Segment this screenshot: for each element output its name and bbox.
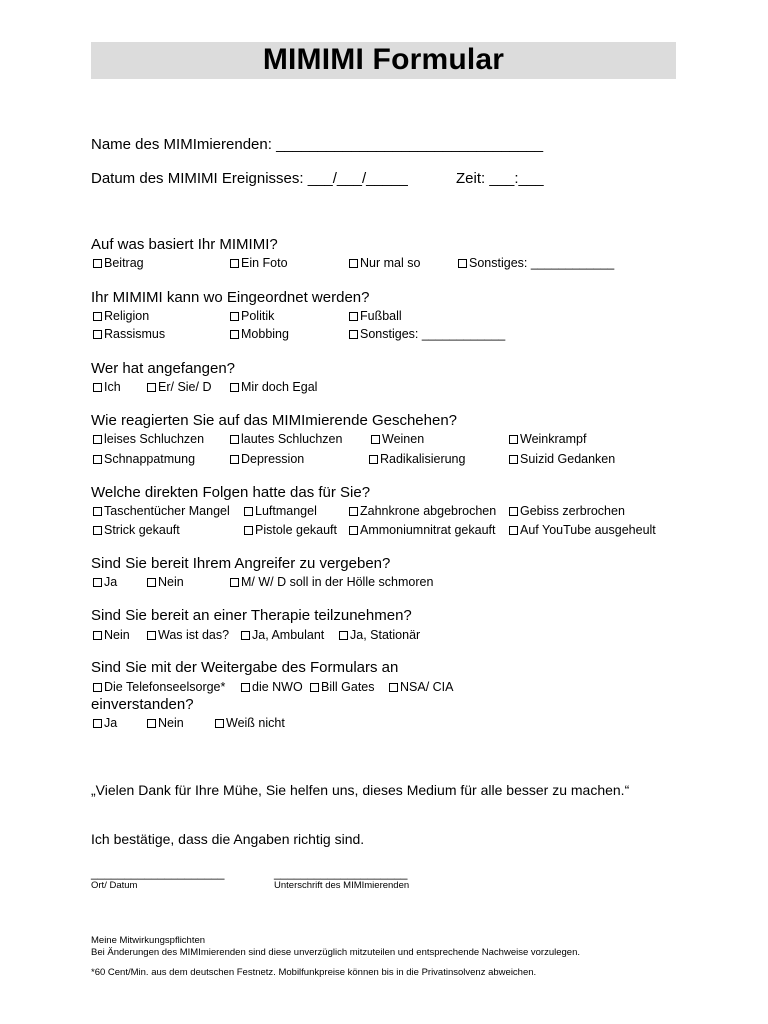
checkbox-option[interactable] bbox=[230, 452, 304, 466]
checkbox-option[interactable] bbox=[93, 432, 204, 446]
checkbox-option[interactable] bbox=[230, 256, 288, 270]
option-label: Politik bbox=[241, 309, 275, 323]
option-label: Weinkrampf bbox=[520, 432, 587, 446]
checkbox-option[interactable] bbox=[349, 327, 505, 341]
title-bar bbox=[91, 42, 676, 79]
option-label: Ja bbox=[104, 575, 118, 589]
checkbox-option[interactable] bbox=[244, 523, 337, 537]
checkbox-option[interactable] bbox=[93, 716, 117, 730]
question-3: Wer hat angefangen? bbox=[91, 360, 236, 377]
time-field bbox=[456, 170, 544, 187]
option-label: Rassismus bbox=[104, 327, 166, 341]
checkbox-icon[interactable] bbox=[93, 507, 102, 516]
question-5: Welche direkten Folgen hatte das für Sie? bbox=[91, 484, 371, 501]
checkbox-icon[interactable] bbox=[230, 435, 239, 444]
question-7: Sind Sie bereit an einer Therapie teilzunehmen? bbox=[91, 607, 412, 624]
checkbox-icon[interactable] bbox=[230, 455, 239, 464]
checkbox-icon[interactable] bbox=[230, 383, 239, 392]
checkbox-icon[interactable] bbox=[230, 312, 239, 321]
checkbox-icon[interactable] bbox=[509, 435, 518, 444]
date-blank[interactable]: ___/___/_____ bbox=[307, 170, 408, 187]
option-label: Auf YouTube ausgeheult bbox=[520, 523, 656, 537]
option-label: Strick gekauft bbox=[104, 523, 180, 537]
checkbox-icon[interactable] bbox=[244, 507, 253, 516]
footer-text: Bei Änderungen des MIMImierenden sind diese unverzüglich mitzuteilen und entsprechende Nachweise vorzulegen. bbox=[91, 947, 581, 958]
checkbox-option[interactable] bbox=[230, 327, 289, 341]
checkbox-option[interactable] bbox=[230, 432, 342, 446]
checkbox-icon[interactable] bbox=[349, 312, 358, 321]
checkbox-icon[interactable] bbox=[241, 631, 250, 640]
page-title: MIMIMI Formular bbox=[262, 43, 505, 76]
checkbox-icon[interactable] bbox=[147, 578, 156, 587]
option-label: Weinen bbox=[382, 432, 425, 446]
checkbox-icon[interactable] bbox=[310, 683, 319, 692]
checkbox-icon[interactable] bbox=[509, 455, 518, 464]
option-label: Luftmangel bbox=[255, 504, 317, 518]
checkbox-icon[interactable] bbox=[458, 259, 467, 268]
checkbox-icon[interactable] bbox=[509, 526, 518, 535]
option-label: Sonstiges: ____________ bbox=[360, 327, 506, 341]
checkbox-option[interactable] bbox=[349, 309, 402, 323]
checkbox-option[interactable] bbox=[93, 680, 225, 694]
name-label: Name des MIMImierenden: bbox=[91, 136, 272, 153]
checkbox-icon[interactable] bbox=[93, 631, 102, 640]
date-field bbox=[91, 170, 408, 187]
option-label: Depression bbox=[241, 452, 305, 466]
checkbox-option[interactable] bbox=[389, 680, 454, 694]
footnote: *60 Cent/Min. aus dem deutschen Festnetz. Mobilfunkpreise können bis in die Privatinsolvenz abweichen. bbox=[91, 967, 537, 978]
checkbox-icon[interactable] bbox=[230, 330, 239, 339]
checkbox-icon[interactable] bbox=[230, 578, 239, 587]
option-label: Suizid Gedanken bbox=[520, 452, 616, 466]
question-6: Sind Sie bereit Ihrem Angreifer zu vergeben? bbox=[91, 555, 391, 572]
option-label: Beitrag bbox=[104, 256, 144, 270]
checkbox-option[interactable] bbox=[215, 716, 285, 730]
checkbox-icon[interactable] bbox=[147, 631, 156, 640]
checkbox-icon[interactable] bbox=[93, 719, 102, 728]
checkbox-option[interactable] bbox=[371, 432, 424, 446]
checkbox-icon[interactable] bbox=[147, 383, 156, 392]
checkbox-icon[interactable] bbox=[215, 719, 224, 728]
checkbox-icon[interactable] bbox=[339, 631, 348, 640]
option-label: Ja, Ambulant bbox=[252, 628, 325, 642]
checkbox-icon[interactable] bbox=[349, 526, 358, 535]
checkbox-option[interactable] bbox=[93, 523, 180, 537]
checkbox-option[interactable] bbox=[147, 380, 212, 394]
checkbox-icon[interactable] bbox=[93, 330, 102, 339]
signature-label: Unterschrift des MIMImierenden bbox=[274, 880, 410, 891]
name-field bbox=[91, 136, 543, 153]
option-label: Sonstiges: ____________ bbox=[469, 256, 615, 270]
checkbox-option[interactable] bbox=[147, 575, 184, 589]
option-label: Ja bbox=[104, 716, 118, 730]
checkbox-icon[interactable] bbox=[230, 259, 239, 268]
checkbox-option[interactable] bbox=[458, 256, 614, 270]
checkbox-icon[interactable] bbox=[93, 383, 102, 392]
checkbox-option[interactable] bbox=[93, 327, 165, 341]
place-date-line[interactable]: ____________________ bbox=[91, 866, 225, 880]
option-label: Religion bbox=[104, 309, 150, 323]
option-label: Ich bbox=[104, 380, 121, 394]
checkbox-option[interactable] bbox=[230, 380, 317, 394]
checkbox-icon[interactable] bbox=[349, 259, 358, 268]
option-label: Was ist das? bbox=[158, 628, 230, 642]
option-label: Taschentücher Mangel bbox=[104, 504, 230, 518]
checkbox-icon[interactable] bbox=[349, 330, 358, 339]
option-label: die NWO bbox=[252, 680, 303, 694]
option-label: Pistole gekauft bbox=[255, 523, 337, 537]
place-date-label: Ort/ Datum bbox=[91, 880, 138, 891]
checkbox-option[interactable] bbox=[509, 523, 656, 537]
option-label: lautes Schluchzen bbox=[241, 432, 343, 446]
checkbox-icon[interactable] bbox=[147, 719, 156, 728]
checkbox-option[interactable] bbox=[93, 628, 130, 642]
checkbox-option[interactable] bbox=[93, 256, 144, 270]
option-label: Bill Gates bbox=[321, 680, 375, 694]
checkbox-option[interactable] bbox=[349, 504, 496, 518]
option-label: Radikalisierung bbox=[380, 452, 466, 466]
time-blank[interactable]: ___:___ bbox=[489, 170, 544, 187]
thank-you-quote: „Vielen Dank für Ihre Mühe, Sie helfen uns, dieses Medium für alle besser zu machen.“ bbox=[91, 782, 630, 798]
question-8-continued: einverstanden? bbox=[91, 696, 194, 713]
checkbox-icon[interactable] bbox=[244, 526, 253, 535]
option-label: Fußball bbox=[360, 309, 402, 323]
checkbox-icon[interactable] bbox=[93, 312, 102, 321]
checkbox-option[interactable] bbox=[369, 452, 465, 466]
checkbox-icon[interactable] bbox=[93, 526, 102, 535]
checkbox-option[interactable] bbox=[244, 504, 317, 518]
confirmation-text: Ich bestätige, dass die Angaben richtig sind. bbox=[91, 831, 365, 847]
option-label: M/ W/ D soll in der Hölle schmoren bbox=[241, 575, 434, 589]
checkbox-icon[interactable] bbox=[93, 455, 102, 464]
checkbox-option[interactable] bbox=[509, 452, 615, 466]
checkbox-icon[interactable] bbox=[93, 578, 102, 587]
checkbox-icon[interactable] bbox=[93, 259, 102, 268]
question-2: Ihr MIMIMI kann wo Eingeordnet werden? bbox=[91, 289, 370, 306]
checkbox-icon[interactable] bbox=[241, 683, 250, 692]
question-1: Auf was basiert Ihr MIMIMI? bbox=[91, 236, 278, 253]
checkbox-icon[interactable] bbox=[509, 507, 518, 516]
option-label: Nein bbox=[104, 628, 130, 642]
checkbox-icon[interactable] bbox=[371, 435, 380, 444]
footer-heading: Meine Mitwirkungspflichten bbox=[91, 935, 206, 946]
option-label: leises Schluchzen bbox=[104, 432, 205, 446]
name-blank[interactable]: ________________________________ bbox=[276, 136, 544, 153]
question-4: Wie reagierten Sie auf das MIMImierende Geschehen? bbox=[91, 412, 458, 429]
option-label: Nein bbox=[158, 716, 184, 730]
checkbox-icon[interactable] bbox=[349, 507, 358, 516]
checkbox-icon[interactable] bbox=[389, 683, 398, 692]
checkbox-option[interactable] bbox=[93, 452, 195, 466]
option-label: Er/ Sie/ D bbox=[158, 380, 212, 394]
option-label: Mir doch Egal bbox=[241, 380, 318, 394]
option-label: Ammoniumnitrat gekauft bbox=[360, 523, 496, 537]
checkbox-option[interactable] bbox=[509, 504, 625, 518]
checkbox-option[interactable] bbox=[310, 680, 375, 694]
checkbox-option[interactable] bbox=[230, 575, 433, 589]
checkbox-option[interactable] bbox=[93, 380, 121, 394]
checkbox-option[interactable] bbox=[339, 628, 420, 642]
checkbox-option[interactable] bbox=[93, 575, 117, 589]
option-label: Mobbing bbox=[241, 327, 289, 341]
checkbox-icon[interactable] bbox=[93, 683, 102, 692]
option-label: Nur mal so bbox=[360, 256, 421, 270]
checkbox-option[interactable] bbox=[509, 432, 586, 446]
time-label: Zeit: bbox=[456, 170, 486, 187]
checkbox-option[interactable] bbox=[147, 628, 229, 642]
option-label: Ja, Stationär bbox=[350, 628, 421, 642]
option-label: Weiß nicht bbox=[226, 716, 285, 730]
checkbox-option[interactable] bbox=[93, 504, 230, 518]
checkbox-option[interactable] bbox=[349, 256, 420, 270]
option-label: Zahnkrone abgebrochen bbox=[360, 504, 497, 518]
checkbox-option[interactable] bbox=[349, 523, 495, 537]
date-label: Datum des MIMIMI Ereignisses: bbox=[91, 170, 304, 187]
checkbox-option[interactable] bbox=[230, 309, 274, 323]
option-label: Schnappatmung bbox=[104, 452, 196, 466]
checkbox-icon[interactable] bbox=[93, 435, 102, 444]
checkbox-option[interactable] bbox=[241, 680, 303, 694]
option-label: Ein Foto bbox=[241, 256, 288, 270]
option-label: Die Telefonseelsorge* bbox=[104, 680, 226, 694]
option-label: Gebiss zerbrochen bbox=[520, 504, 625, 518]
checkbox-icon[interactable] bbox=[369, 455, 378, 464]
checkbox-option[interactable] bbox=[93, 309, 149, 323]
signature-line[interactable]: ____________________ bbox=[274, 866, 408, 880]
option-label: Nein bbox=[158, 575, 184, 589]
question-8: Sind Sie mit der Weitergabe des Formulars an bbox=[91, 659, 399, 676]
option-label: NSA/ CIA bbox=[400, 680, 454, 694]
checkbox-option[interactable] bbox=[147, 716, 184, 730]
checkbox-option[interactable] bbox=[241, 628, 324, 642]
